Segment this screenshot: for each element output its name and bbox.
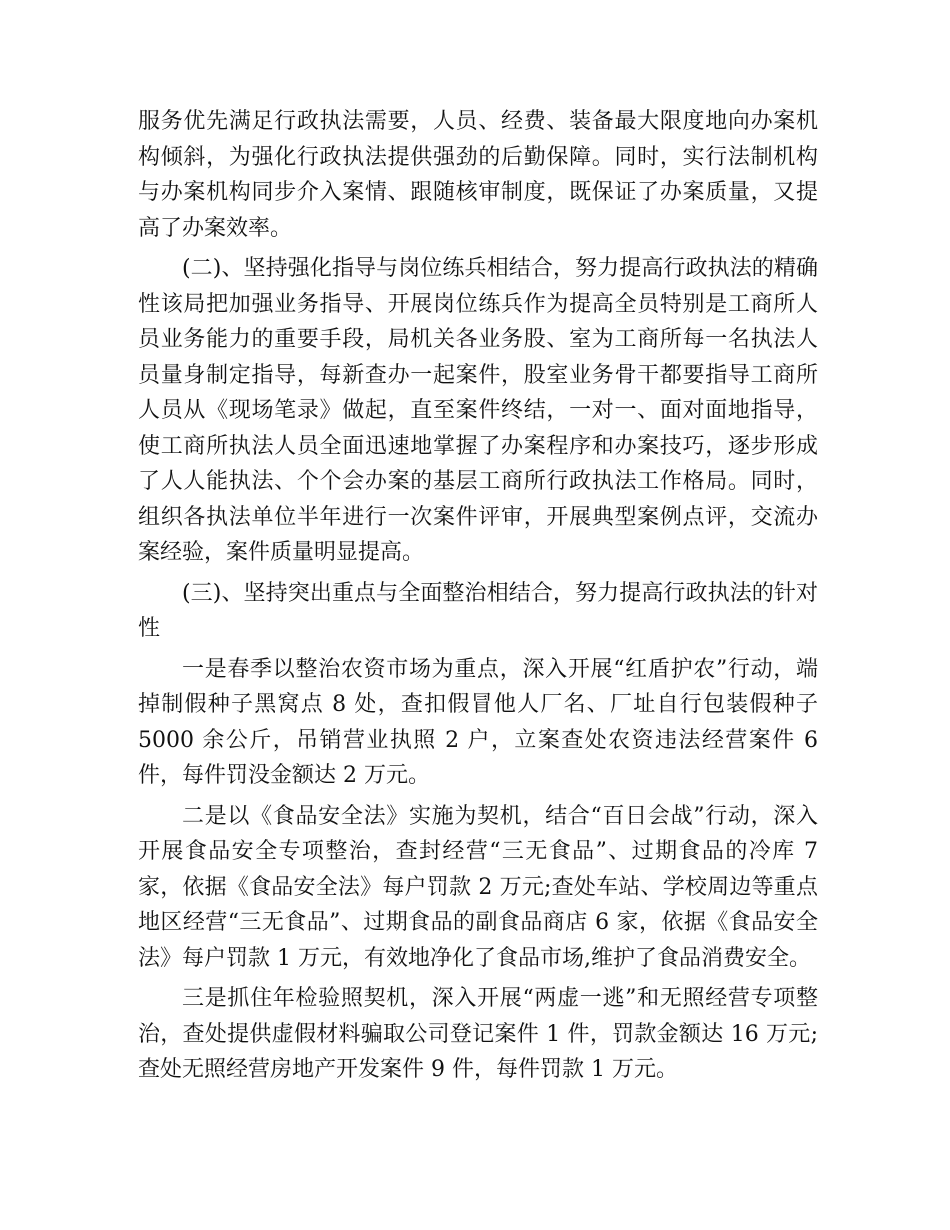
paragraph-4: 一是春季以整治农资市场为重点，深入开展“红盾护农”行动，端掉制假种子黑窝点 8 处，查扣假冒他人厂名、厂址自行包装假种子 5000 余公斤，吊销营业执照 2 户，立案查处农资违法经营案件 6 件，每件罚没金额达 2 万元。 bbox=[138, 656, 818, 788]
paragraph-6: 三是抓住年检验照契机，深入开展“两虚一逃”和无照经营专项整治，查处提供虚假材料骗取公司登记案件 1 件，罚款金额达 16 万元;查处无照经营房地产开发案件 9 件，每件罚款 1 万元。 bbox=[138, 986, 818, 1082]
document-body bbox=[138, 104, 818, 1093]
paragraph-5: 二是以《食品安全法》实施为契机，结合“百日会战”行动，深入开展食品安全专项整治，查封经营“三无食品”、过期食品的冷库 7 家，依据《食品安全法》每户罚款 2 万元;查处车站、学校周边等重点地区经营“三无食品”、过期食品的副食品商店 6 家，依据《食品安全法》每户罚款 1 万元，有效地净化了食品市场,维护了食品消费安全。 bbox=[138, 803, 818, 971]
paragraph-3: (三)、坚持突出重点与全面整治相结合，努力提高行政执法的针对性 bbox=[138, 580, 818, 641]
paragraph-2: (二)、坚持强化指导与岗位练兵相结合，努力提高行政执法的精确性该局把加强业务指导、开展岗位练兵作为提高全员特别是工商所人员业务能力的重要手段，局机关各业务股、室为工商所每一名执法人员量身制定指导，每新查办一起案件，股室业务骨干都要指导工商所人员从《现场笔录》做起，直至案件终结，一对一、面对面地指导，使工商所执法人员全面迅速地掌握了办案程序和办案技巧，逐步形成了人人能执法、个个会办案的基层工商所行政执法工作格局。同时，组织各执法单位半年进行一次案件评审，开展典型案例点评，交流办案经验，案件质量明显提高。 bbox=[138, 256, 818, 565]
paragraph-1: 服务优先满足行政执法需要，人员、经费、装备最大限度地向办案机构倾斜，为强化行政执法提供强劲的后勤保障。同时，实行法制机构与办案机构同步介入案情、跟随核审制度，既保证了办案质量，又提高了办案效率。 bbox=[138, 109, 818, 241]
